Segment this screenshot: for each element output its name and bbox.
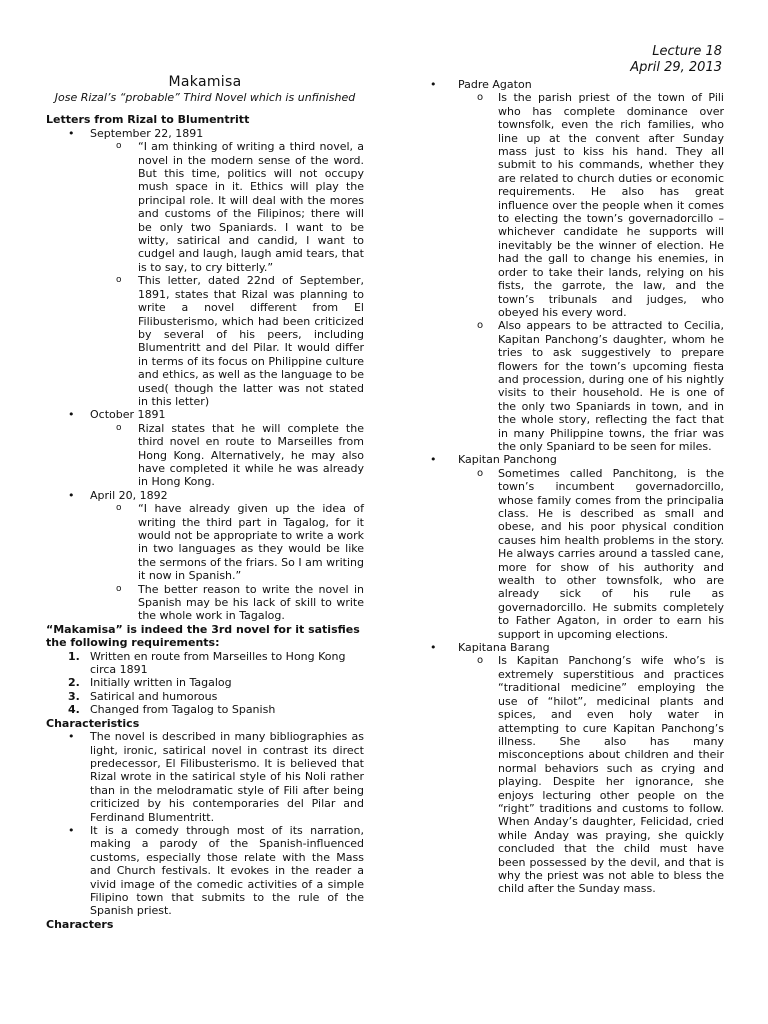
requirement-item: 3. Satirical and humorous bbox=[68, 689, 218, 703]
character-entry bbox=[430, 453, 724, 641]
sub-bullet-icon: o bbox=[116, 275, 122, 286]
characters-list bbox=[430, 78, 724, 896]
bullet-icon: • bbox=[68, 823, 75, 837]
character-name: Padre Agaton bbox=[458, 78, 532, 91]
characteristics-heading: Characteristics bbox=[46, 716, 140, 730]
bullet-icon: • bbox=[430, 453, 437, 467]
character-name: Kapitana Barang bbox=[458, 641, 550, 655]
lecture-header bbox=[630, 44, 722, 76]
characters-heading: Characters bbox=[46, 917, 114, 931]
letter-entry bbox=[46, 127, 364, 409]
letter-item: o “I am thinking of writing a third novel, a novel in the modern sense of the word. But this time, politics will not occupy mush space in it. Ethics will play the principal role. It will deal with the mores and customs of the Filipinos; there will be only two Spaniards. I want to be witty, satirical and candid, I want to cudgel and laugh, laugh amid tears, that is to say, to cry bitterly.” bbox=[116, 140, 364, 274]
lecture-number: Lecture 18 bbox=[652, 44, 722, 59]
page-title: Makamisa bbox=[168, 74, 242, 90]
character-item: o Is the parish priest of the town of Pili who has complete dominance over townsfolk, even the rich families, who line up at the convent after Sunday mass just to kiss his hand. They all submit to his commands, whether they are related to church duties or economic requirements. He also has great influence over the people when it comes to electing the town’s governadorcillo – whichever candidate he supports will inevitably be the winner of election. He had the gall to change his enemies, in order to take their lands, relying on his fists, the garrote, the law, and the town’s tribunals and judges, who obeyed his every word. bbox=[477, 91, 724, 319]
bullet-icon: • bbox=[68, 126, 75, 140]
lecture-date: April 29, 2013 bbox=[630, 60, 722, 75]
requirements-heading: “Makamisa” is indeed the 3rd novel for it satisfies the following requirements: bbox=[46, 622, 360, 650]
bullet-icon: • bbox=[68, 488, 75, 502]
character-item: o Also appears to be attracted to Cecilia, Kapitan Panchong’s daughter, whom he tries to ask suggestively to prepare flowers for the town’s upcoming fiesta and procession, during one of his nightly visits to their household. He is one of the only two Spaniards in town, and in the whole story, reflecting the fact that in many Philippine towns, the friar was the only Spaniard to be seen for miles. bbox=[477, 319, 724, 453]
bullet-icon: • bbox=[68, 408, 75, 422]
requirement-item: 2. Initially written in Tagalog bbox=[68, 676, 232, 690]
character-name: Kapitan Panchong bbox=[458, 453, 557, 467]
character-entry bbox=[430, 78, 724, 453]
characteristics-list bbox=[46, 730, 364, 918]
letter-item: o The better reason to write the novel in Spanish may be his lack of skill to write the whole work in Tagalog. bbox=[116, 582, 364, 623]
character-item: o Is Kapitan Panchong’s wife who’s is extremely superstitious and practices “traditional medicine” employing the use of “hilot”, medicinal plants and spices, and even holy water in attempting to cure Kapitan Panchong’s illness. She also has many misconceptions about children and their normal behaviors such as crying and playing. Despite her ignorance, she enjoys lecturing other people on the “right” traditions and customs to follow. When Anday’s daughter, Felicidad, cried while Anday was praying, she quickly concluded that the child must have been possessed by the devil, and that is why the priest was not able to bless the child after the Sunday mass. bbox=[477, 654, 724, 896]
letter-entry bbox=[46, 408, 364, 488]
letters-heading: Letters from Rizal to Blumentritt bbox=[46, 113, 250, 127]
character-item: o Sometimes called Panchitong, is the town’s incumbent governadorcillo, whose family comes from the principalia class. He is described as small and obese, and his poor physical condition causes him health problems in the story. He always carries around a tassled cane, more for show of his authority and wealth to other townsfolk, who are already sick of his rule as governadorcillo. He submits completely to Father Agaton, in order to earn his support in upcoming elections. bbox=[477, 466, 724, 641]
characteristic-item: • It is a comedy through most of its narration, making a parody of the Spanish-influenced customs, especially those relate with the Mass and Church festivals. It evokes in the reader a vivid image of the comedic activities of a simple Filipino town that submits to the rule of the Spanish priest. bbox=[68, 823, 364, 918]
character-entry bbox=[430, 641, 724, 896]
sub-bullet-icon: o bbox=[116, 141, 122, 152]
page-subtitle: Jose Rizal’s “probable” Third Novel which is unfinished bbox=[54, 91, 356, 104]
sub-bullet-icon: o bbox=[477, 467, 484, 479]
letter-item: o “I have already given up the idea of writing the third part in Tagalog, for it would not be appropriate to write a work in two languages as they would be like the sermons of the friars. So I am writing it now in Spanish.” bbox=[116, 502, 364, 583]
letter-item: o Rizal states that he will complete the third novel en route to Marseilles from Hong Kong. Alternatively, he may also have completed it while he was already in Hong Kong. bbox=[116, 421, 364, 489]
sub-bullet-icon: o bbox=[116, 503, 122, 514]
right-column bbox=[430, 78, 724, 896]
letter-entry bbox=[46, 489, 364, 623]
letter-date: April 20, 1892 bbox=[90, 488, 168, 502]
bullet-icon: • bbox=[430, 78, 437, 91]
requirement-item: 4. Changed from Tagalog to Spanish bbox=[68, 703, 276, 717]
bullet-icon: • bbox=[68, 730, 75, 744]
requirements-list bbox=[46, 650, 364, 717]
sub-bullet-icon: o bbox=[477, 655, 484, 667]
requirement-item: 1. Written en route from Marseilles to Hong Kong circa 1891 bbox=[68, 649, 346, 677]
bullet-icon: • bbox=[430, 641, 437, 655]
sub-bullet-icon: o bbox=[116, 422, 122, 433]
sub-bullet-icon: o bbox=[477, 320, 484, 332]
letters-list bbox=[46, 127, 364, 623]
letter-item: o This letter, dated 22nd of September, 1891, states that Rizal was planning to write a novel different from El Filibusterismo, which had been criticized by several of his peers, including Blumentritt and del Pilar. It would differ in terms of its focus on Philippine culture and ethics, as well as the language to be used( though the latter was not stated in this letter) bbox=[116, 274, 364, 408]
letter-date: September 22, 1891 bbox=[90, 126, 204, 140]
left-column bbox=[46, 74, 364, 931]
sub-bullet-icon: o bbox=[116, 583, 122, 594]
sub-bullet-icon: o bbox=[477, 92, 484, 104]
characteristic-item: • The novel is described in many bibliographies as light, ironic, satirical novel in contrast its direct predecessor, El Filibusterismo. It is believed that Rizal wrote in the satirical style of his Noli rather than in the melodramatic style of Fili after being criticized by his contemporaries del Pilar and Ferdinand Blumentritt. bbox=[68, 730, 364, 824]
letter-date: October 1891 bbox=[90, 408, 166, 422]
